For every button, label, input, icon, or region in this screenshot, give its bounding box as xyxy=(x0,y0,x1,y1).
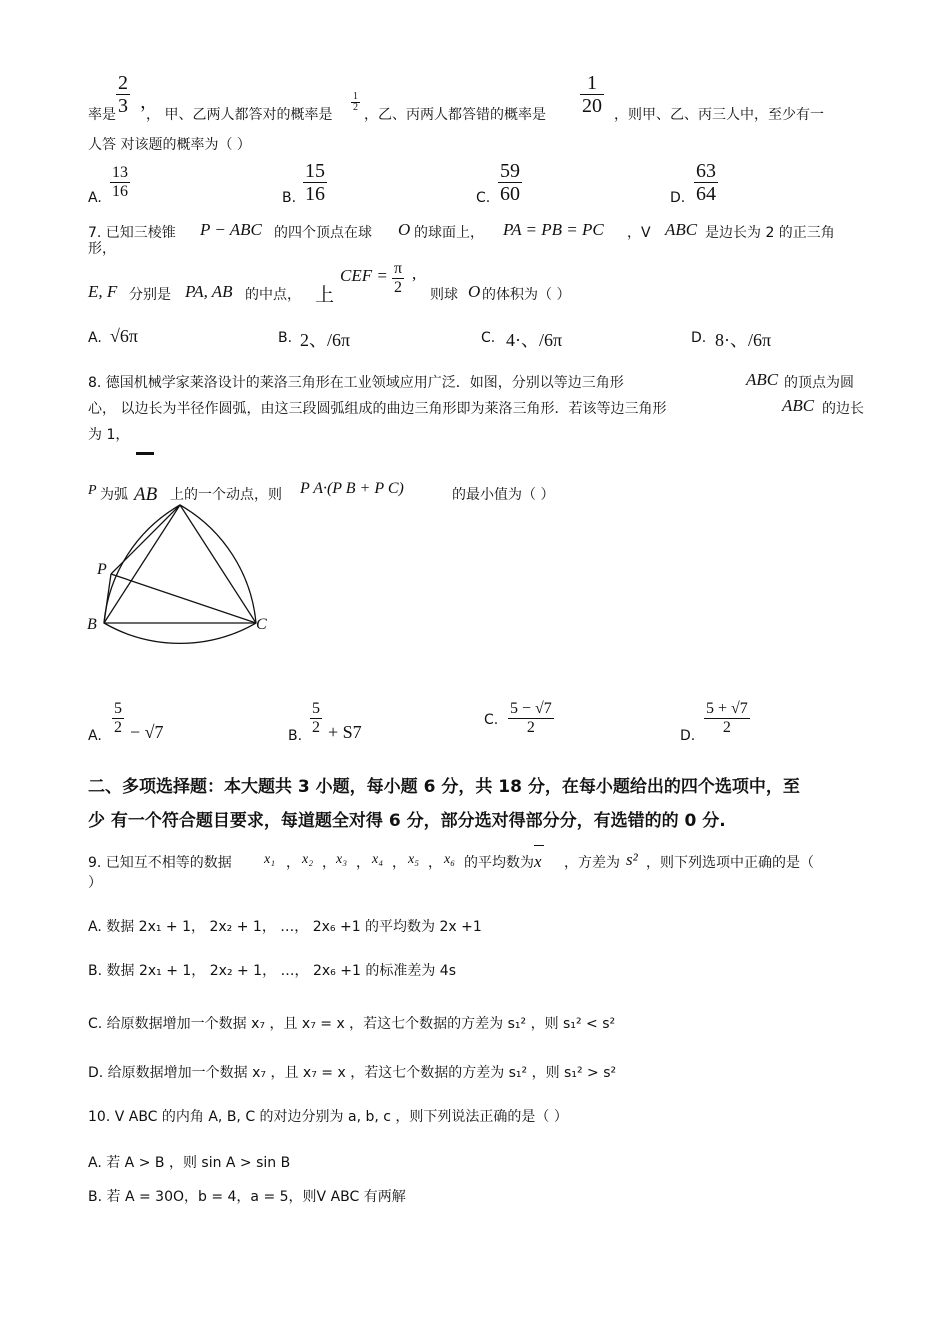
q7-text-7: 分别是 xyxy=(129,287,171,303)
q8-option-a-tail: − √7 xyxy=(130,722,164,742)
q8-option-b-tail: + S7 xyxy=(328,722,362,742)
q9-var-1: x₁ xyxy=(264,852,276,867)
q6-text-c: ，乙、丙两人都答错的概率是 xyxy=(364,107,546,123)
q8-text-4b: 为弧 xyxy=(100,487,128,503)
q9-var-2: x₂ xyxy=(302,852,314,867)
comma: ， xyxy=(322,855,336,871)
q7-option-a-label: A. xyxy=(88,330,102,346)
section2-heading-line2: 少 有一个符合题目要求，每道题全对得 6 分，部分选对得部分分，有选错的的 0 分. xyxy=(88,811,726,831)
q7-option-d-label: D. xyxy=(691,330,707,346)
q8-arc-ab: AB xyxy=(134,484,158,505)
q8-option-a-fraction xyxy=(112,700,124,737)
comma: ， xyxy=(392,855,406,871)
q9-variance: s² xyxy=(626,850,638,869)
q7-text-1: 7. 已知三棱锥 xyxy=(88,225,176,241)
denominator: 2 xyxy=(353,102,358,113)
q9-option-b: B. 数据 2x₁ + 1， 2x₂ + 1， …， 2x₆ +1 的标准差为 4s xyxy=(88,963,456,979)
q7-option-a-value: √6π xyxy=(110,326,138,346)
q6-text-d: ，则甲、乙、丙三人中，至少有一 xyxy=(614,107,824,123)
denominator: 3 xyxy=(118,95,128,117)
q8-math-2: ABC xyxy=(782,396,815,415)
numerator: 5 xyxy=(312,700,320,717)
q8-text-2: 心， 以边长为半径作圆弧，由这三段圆弧组成的曲边三角形即为莱洛三角形．若该等边三角形 xyxy=(88,401,667,417)
fraction-two-thirds xyxy=(116,72,130,117)
q9-option-c: C. 给原数据增加一个数据 x₇ ，且 x₇ = x ，若这七个数据的方差为 s₁² ，则 s₁² < s² xyxy=(88,1016,616,1032)
q8-option-a-label: A. xyxy=(88,728,102,744)
q6-option-d-label: D. xyxy=(670,190,686,206)
segment-pc xyxy=(111,574,256,623)
q7-option-c-value: 4·、/6π xyxy=(506,330,563,350)
q7-option-c-label: C. xyxy=(481,330,496,346)
q6-text-line2: 人答 对该题的概率为（ ） xyxy=(88,137,251,153)
q7-option-b-label: B. xyxy=(278,330,293,346)
numerator: 1 xyxy=(353,91,358,102)
q8-option-b-label: B. xyxy=(288,728,303,744)
q7-text-6: 形， xyxy=(88,241,116,257)
q9-var-6: x₆ xyxy=(444,852,456,867)
denominator: 2 xyxy=(526,719,535,736)
q8-text-1b: 的顶点为圆 xyxy=(784,375,854,391)
q7-math-9: O xyxy=(468,282,481,301)
side-ba xyxy=(104,505,180,623)
q8-option-d-fraction xyxy=(704,700,750,737)
q7-text-3: 的球面上， xyxy=(414,225,484,241)
denominator: 16 xyxy=(305,183,325,205)
q9-stem-4: ，则下列选项中正确的是（ xyxy=(646,855,814,871)
numerator: 5 − √7 xyxy=(510,700,552,717)
q8-option-c-fraction xyxy=(508,700,554,737)
numerator: 1 xyxy=(587,72,597,94)
comma: ， xyxy=(286,855,300,871)
q9-var-3: x₃ xyxy=(336,852,348,867)
q9-mean: x xyxy=(534,852,542,871)
q6-option-c-fraction xyxy=(498,160,522,205)
q7-text-11: 的体积为（ ） xyxy=(482,287,571,303)
q7-math-4: ABC xyxy=(665,220,698,239)
q7-text-5: 是边长为 2 的正三角 xyxy=(705,225,835,241)
q6-option-b-fraction xyxy=(303,160,327,205)
section2-heading-line1: 二、多项选择题：本大题共 3 小题，每小题 6 分，共 18 分，在每小题给出的四个选项中，至 xyxy=(88,777,800,797)
denominator: 64 xyxy=(696,183,716,205)
fraction-half xyxy=(351,92,360,113)
q8-text-2b: 的边长 xyxy=(822,401,864,417)
denominator: 16 xyxy=(112,183,128,200)
q9-var-4: x₄ xyxy=(372,852,384,867)
q6-option-a-fraction xyxy=(110,164,130,201)
q8-math-1: ABC xyxy=(746,370,779,389)
numerator: 59 xyxy=(500,160,520,182)
q9-stem-2: 的平均数为 xyxy=(464,855,534,871)
q8-expression: P A·(P B + P C) xyxy=(300,480,404,497)
q10-option-b: B. 若 A = 30O，b = 4，a = 5，则V ABC 有两解 xyxy=(88,1189,406,1205)
denominator: 2 xyxy=(722,719,731,736)
segment-pa xyxy=(111,505,180,574)
denominator: 2 xyxy=(114,719,122,736)
q7-math-2: O xyxy=(398,220,411,239)
fraction-one-twentieth xyxy=(580,72,604,117)
comma: ， xyxy=(428,855,442,871)
q7-text-8: 的中点， xyxy=(245,287,301,303)
q7-text-10: 则球 xyxy=(430,287,458,303)
reuleaux-triangle-figure xyxy=(84,490,284,650)
q7-option-d-value: 8·、/6π xyxy=(715,330,772,350)
q8-text-1: 8. 德国机械学家莱洛设计的莱洛三角形在工业领域应用广泛．如图，分别以等边三角形 xyxy=(88,375,624,391)
q7-math-3: PA = PB = PC xyxy=(503,220,604,239)
q6-text-a: 率是 xyxy=(88,107,116,123)
segment-pb xyxy=(104,574,111,623)
numerator: 5 xyxy=(114,700,122,717)
q6-option-b-label: B. xyxy=(282,190,297,206)
arc-overline xyxy=(136,452,154,455)
q8-text-4c: 上的一个动点，则 xyxy=(170,487,282,503)
label-c: C xyxy=(256,616,267,633)
numerator: 13 xyxy=(112,164,128,181)
q9-stem-1: 9. 已知互不相等的数据 xyxy=(88,855,232,871)
q7-math-8: CEF = xyxy=(340,266,388,285)
numerator: 2 xyxy=(118,72,128,94)
q9-option-a: A. 数据 2x₁ + 1， 2x₂ + 1， …， 2x₆ +1 的平均数为 2x +1 xyxy=(88,919,482,935)
q9-stem-5: ） xyxy=(88,875,102,891)
numerator: 15 xyxy=(305,160,325,182)
q9-stem-3: ，方差为 xyxy=(564,855,620,871)
label-b: B xyxy=(87,616,97,633)
denominator: 2 xyxy=(312,719,320,736)
q7-option-b-value: 2、/6π xyxy=(300,330,351,350)
q8-text-3: 为 1， xyxy=(88,427,130,443)
q7-comma: , xyxy=(412,264,417,283)
denominator: 60 xyxy=(500,183,520,205)
q8-option-c-label: C. xyxy=(484,712,499,728)
q9-option-d: D. 给原数据增加一个数据 x₇ ，且 x₇ = x ，若这七个数据的方差为 s₁² ，则 s₁² > s² xyxy=(88,1065,617,1081)
side-ca xyxy=(180,505,256,623)
numerator: π xyxy=(394,260,403,277)
q8-option-b-fraction xyxy=(310,700,322,737)
q9-var-5: x₅ xyxy=(408,852,420,867)
q8-point-p: P xyxy=(88,483,97,498)
comma: ， xyxy=(140,92,158,112)
numerator: 5 + √7 xyxy=(706,700,748,717)
q6-option-d-fraction xyxy=(694,160,718,205)
q7-fraction-pi-half xyxy=(392,260,404,297)
mean-overline xyxy=(534,845,544,846)
angle-symbol: 上 xyxy=(315,284,335,306)
q8-text-4d: 的最小值为（ ） xyxy=(452,487,555,503)
q7-math-1: P − ABC xyxy=(200,220,262,239)
q6-text-b: ， 甲、乙两人都答对的概率是 xyxy=(146,107,333,123)
q7-math-5: E, F xyxy=(88,282,118,301)
q6-option-c-label: C. xyxy=(476,190,491,206)
q7-text-4: ，V xyxy=(627,225,651,241)
q7-math-6: PA, AB xyxy=(185,282,233,301)
q7-text-2: 的四个顶点在球 xyxy=(274,225,372,241)
q10-option-a: A. 若 A > B ，则 sin A > sin B xyxy=(88,1155,291,1171)
numerator: 63 xyxy=(696,160,716,182)
denominator: 2 xyxy=(394,279,403,296)
comma: ， xyxy=(356,855,370,871)
q10-stem: 10. V ABC 的内角 A, B, C 的对边分别为 a, b, c ，则下列说法正确的是（ ） xyxy=(88,1109,568,1125)
q6-option-a-label: A. xyxy=(88,190,102,206)
label-p: P xyxy=(97,561,107,578)
q8-option-d-label: D. xyxy=(680,728,696,744)
denominator: 20 xyxy=(582,95,602,117)
